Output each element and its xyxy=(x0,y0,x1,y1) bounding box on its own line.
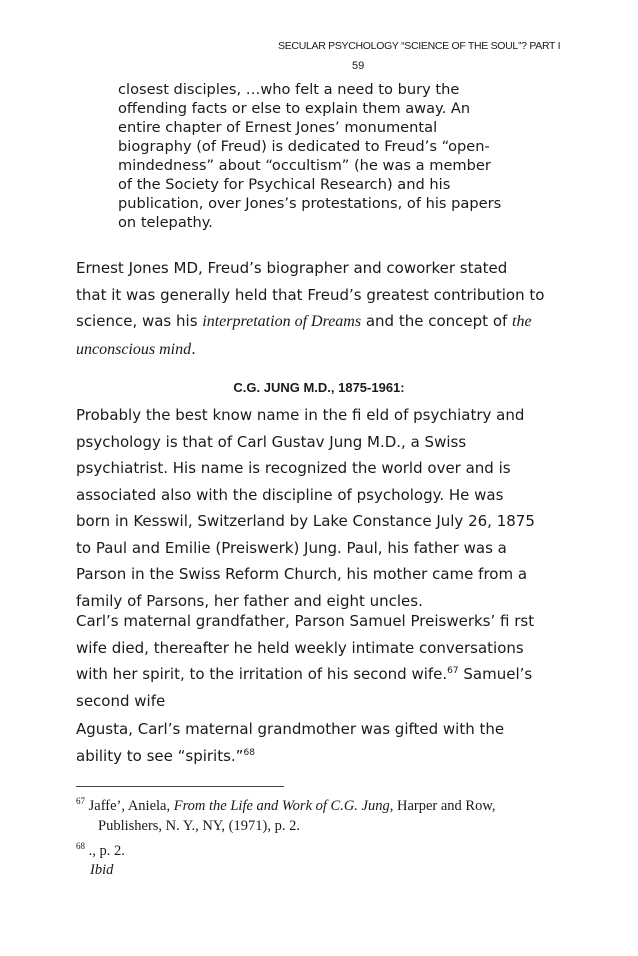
paragraph-line: Agusta, Carl’s maternal grandmother was gifted with the xyxy=(76,720,505,738)
paragraph-line: to Paul and Emilie (Preiswerk) Jung. Paul, his father was a xyxy=(76,538,507,557)
text-run: ., p. 2. xyxy=(85,843,125,859)
text-run: Harper and Row, xyxy=(393,798,496,814)
paragraph-ernest-jones xyxy=(76,255,576,363)
quote-line: biography (of Freud) is dedicated to Freud’s “open- xyxy=(118,138,490,155)
paragraph-line: psychiatrist. His name is recognized the world over and is xyxy=(76,459,511,477)
quote-line: on telepathy. xyxy=(118,214,213,231)
paragraph-line xyxy=(76,661,576,688)
paragraph-line xyxy=(76,336,576,364)
block-quote xyxy=(118,80,558,232)
paragraph-line xyxy=(76,308,576,336)
quote-line: publication, over Jones’s protestations, of his papers xyxy=(118,195,502,212)
paragraph-grandfather xyxy=(76,608,576,714)
paragraph-line: wife died, thereafter he held weekly intimate conversations xyxy=(76,638,524,657)
paragraph-line: associated also with the discipline of psychology. He was xyxy=(76,485,504,504)
quote-line: closest disciples, …who felt a need to bury the xyxy=(118,81,460,98)
paragraph-line: Ernest Jones MD, Freud’s biographer and coworker stated xyxy=(76,259,508,277)
paragraph-jung-intro xyxy=(76,402,576,614)
footnote-number: 68 xyxy=(76,841,85,852)
italic-title: interpretation of Dreams xyxy=(202,313,362,330)
footnote-line xyxy=(76,841,596,861)
paragraph-line xyxy=(76,743,576,770)
text-run: science, was his xyxy=(76,312,203,330)
section-heading: C.G. JUNG M.D., 1875-1961: xyxy=(233,380,405,395)
footnote-divider xyxy=(76,786,284,787)
paragraph-line: Parson in the Swiss Reform Church, his mother came from a xyxy=(76,565,528,583)
paragraph-line: born in Kesswil, Switzerland by Lake Constance July 26, 1875 xyxy=(76,512,535,530)
footnote-ibid: Ibid xyxy=(90,862,114,878)
page-number: 59 xyxy=(352,60,365,72)
footnote-line xyxy=(76,796,596,816)
quote-line: of the Society for Psychical Research) and his xyxy=(118,176,451,193)
footnote-67 xyxy=(76,796,596,836)
footnote-68 xyxy=(76,841,596,861)
paragraph-line: family of Parsons, her father and eight uncles. xyxy=(76,591,423,610)
italic-term: the xyxy=(512,313,532,330)
paragraph-line: Probably the best know name in the fi eld of psychiatry and xyxy=(76,406,525,424)
quote-line: mindedness” about “occultism” (he was a member xyxy=(118,157,491,174)
italic-term: unconscious mind xyxy=(76,340,192,358)
text-run: and the concept of xyxy=(361,312,513,330)
footnote-ref-67[interactable]: 67 xyxy=(447,666,459,676)
text-run: Samuel’s xyxy=(458,665,533,683)
text-run: ability to see “spirits.” xyxy=(76,746,244,765)
paragraph-line: psychology is that of Carl Gustav Jung M.D., a Swiss xyxy=(76,432,467,451)
quote-line: entire chapter of Ernest Jones’ monumental xyxy=(118,119,438,136)
text-run: with her spirit, to the irritation of his second wife. xyxy=(76,665,448,683)
text-run: . xyxy=(191,339,196,358)
text-run: Jaffe’, Aniela, xyxy=(85,798,174,814)
paragraph-grandmother xyxy=(76,716,576,769)
footnote-number: 67 xyxy=(76,796,85,807)
running-header: SECULAR PSYCHOLOGY “SCIENCE OF THE SOUL”? PART I xyxy=(278,40,561,52)
paragraph-line: Carl’s maternal grandfather, Parson Samuel Preiswerks’ fi rst xyxy=(76,612,535,630)
footnote-ref-68[interactable]: 68 xyxy=(243,747,255,758)
paragraph-line: that it was generally held that Freud’s greatest contribution to xyxy=(76,285,545,304)
footnote-book-title: From the Life and Work of C.G. Jung, xyxy=(173,798,394,814)
paragraph-line: second wife xyxy=(76,691,166,710)
footnote-line: Publishers, N. Y., NY, (1971), p. 2. xyxy=(98,818,300,834)
quote-line: offending facts or else to explain them away. An xyxy=(118,100,471,117)
